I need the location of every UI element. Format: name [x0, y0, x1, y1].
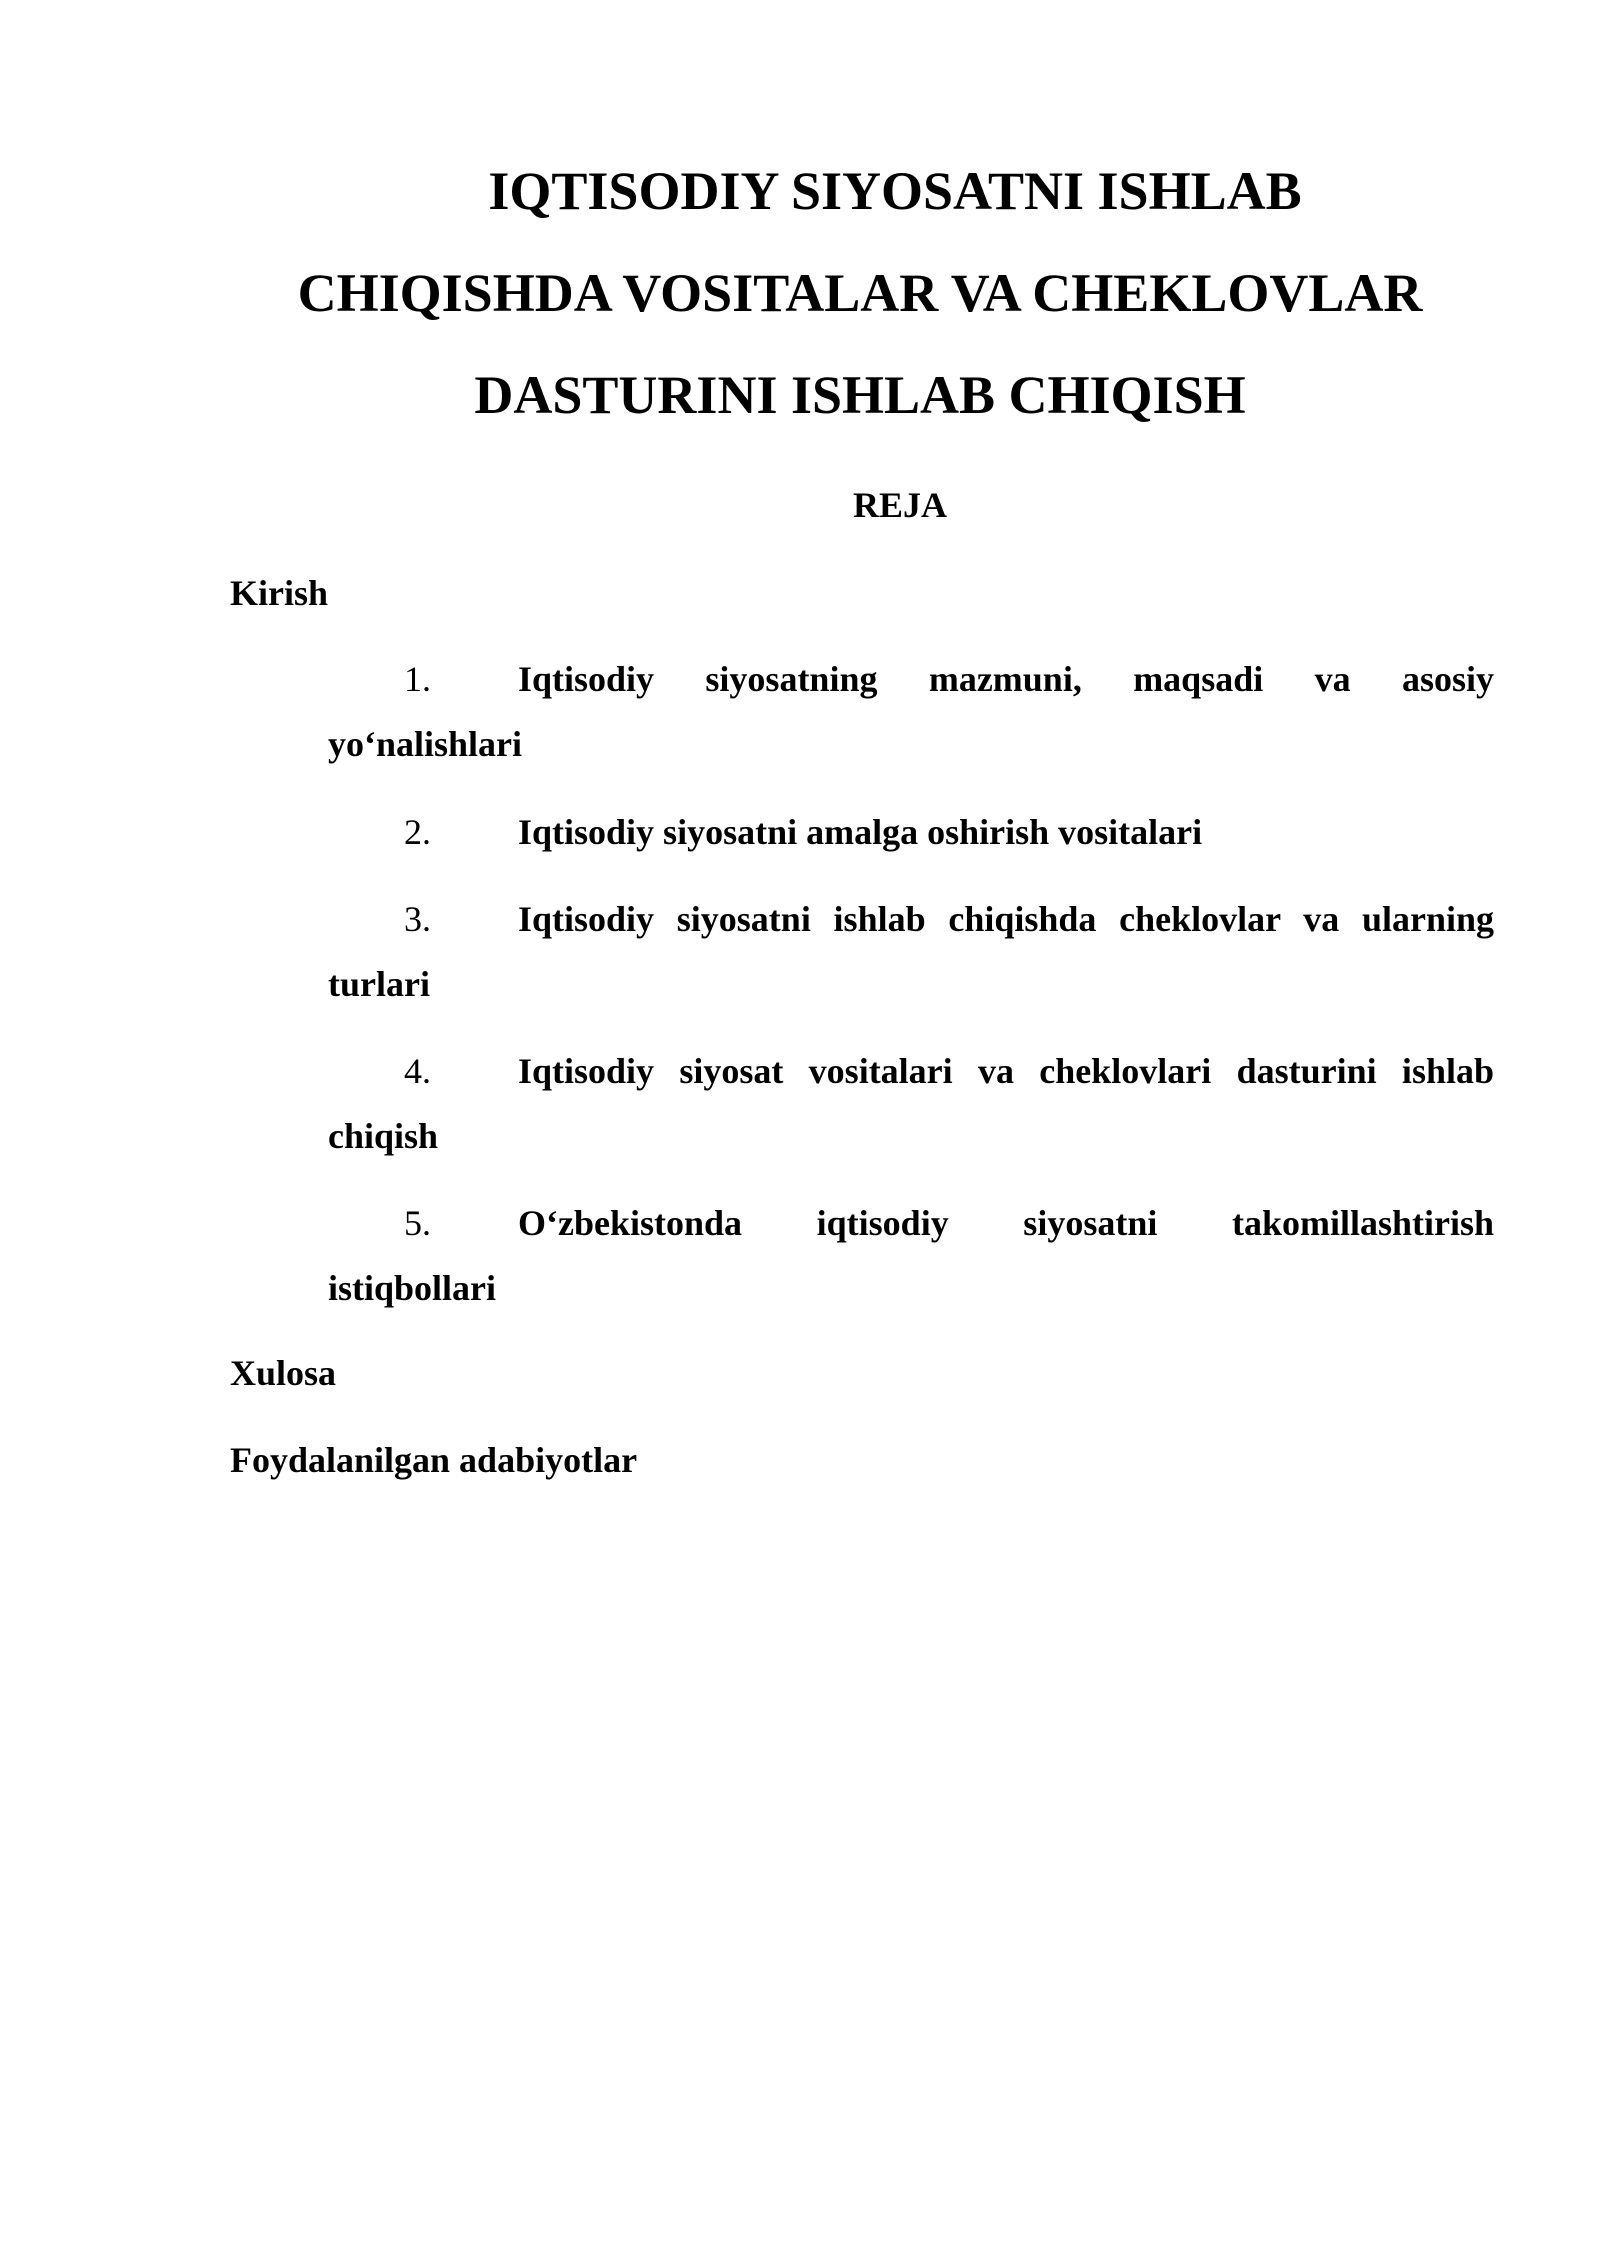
plan-item-text: Iqtisodiy siyosatning mazmuni, maqsadi va asosiy: [518, 659, 1494, 699]
plan-item-text: Iqtisodiy siyosat vositalari va cheklovlari dasturini ishlab: [518, 1051, 1494, 1091]
plan-item-text: O‘zbekistonda iqtisodiy siyosatni takomillashtirish: [518, 1203, 1494, 1243]
plan-item-number: 5.: [404, 1203, 431, 1243]
title-line-2: CHIQISHDA VOSITALAR VA CHEKLOVLAR: [297, 263, 1423, 323]
intro-heading: Kirish: [230, 573, 329, 613]
title-line-3: DASTURINI ISHLAB CHIQISH: [474, 365, 1246, 425]
references-heading: Foydalanilgan adabiyotlar: [230, 1440, 638, 1480]
plan-item-text-cont: chiqish: [328, 1116, 439, 1156]
plan-item-1: [328, 647, 1494, 777]
plan-item-number: 2.: [404, 812, 431, 852]
plan-item-text-cont: turlari: [328, 964, 430, 1004]
plan-item-4: [328, 1039, 1494, 1169]
conclusion-heading: Xulosa: [230, 1353, 337, 1393]
plan-item-text-cont: istiqbollari: [328, 1268, 497, 1308]
document-title: [230, 140, 1490, 446]
plan-heading: REJA: [852, 485, 947, 525]
plan-item-3: [328, 887, 1494, 1017]
plan-item-number: 4.: [404, 1051, 431, 1091]
plan-item-number: 1.: [404, 659, 431, 699]
plan-item-2: [328, 800, 1494, 865]
plan-item-number: 3.: [404, 899, 431, 939]
plan-item-text: Iqtisodiy siyosatni amalga oshirish vositalari: [518, 812, 1203, 852]
plan-item-text: Iqtisodiy siyosatni ishlab chiqishda cheklovlar va ularning: [518, 899, 1494, 939]
plan-item-5: [328, 1191, 1494, 1321]
plan-item-text-cont: yo‘nalishlari: [328, 724, 523, 764]
title-line-1: IQTISODIY SIYOSATNI ISHLAB: [488, 161, 1302, 221]
